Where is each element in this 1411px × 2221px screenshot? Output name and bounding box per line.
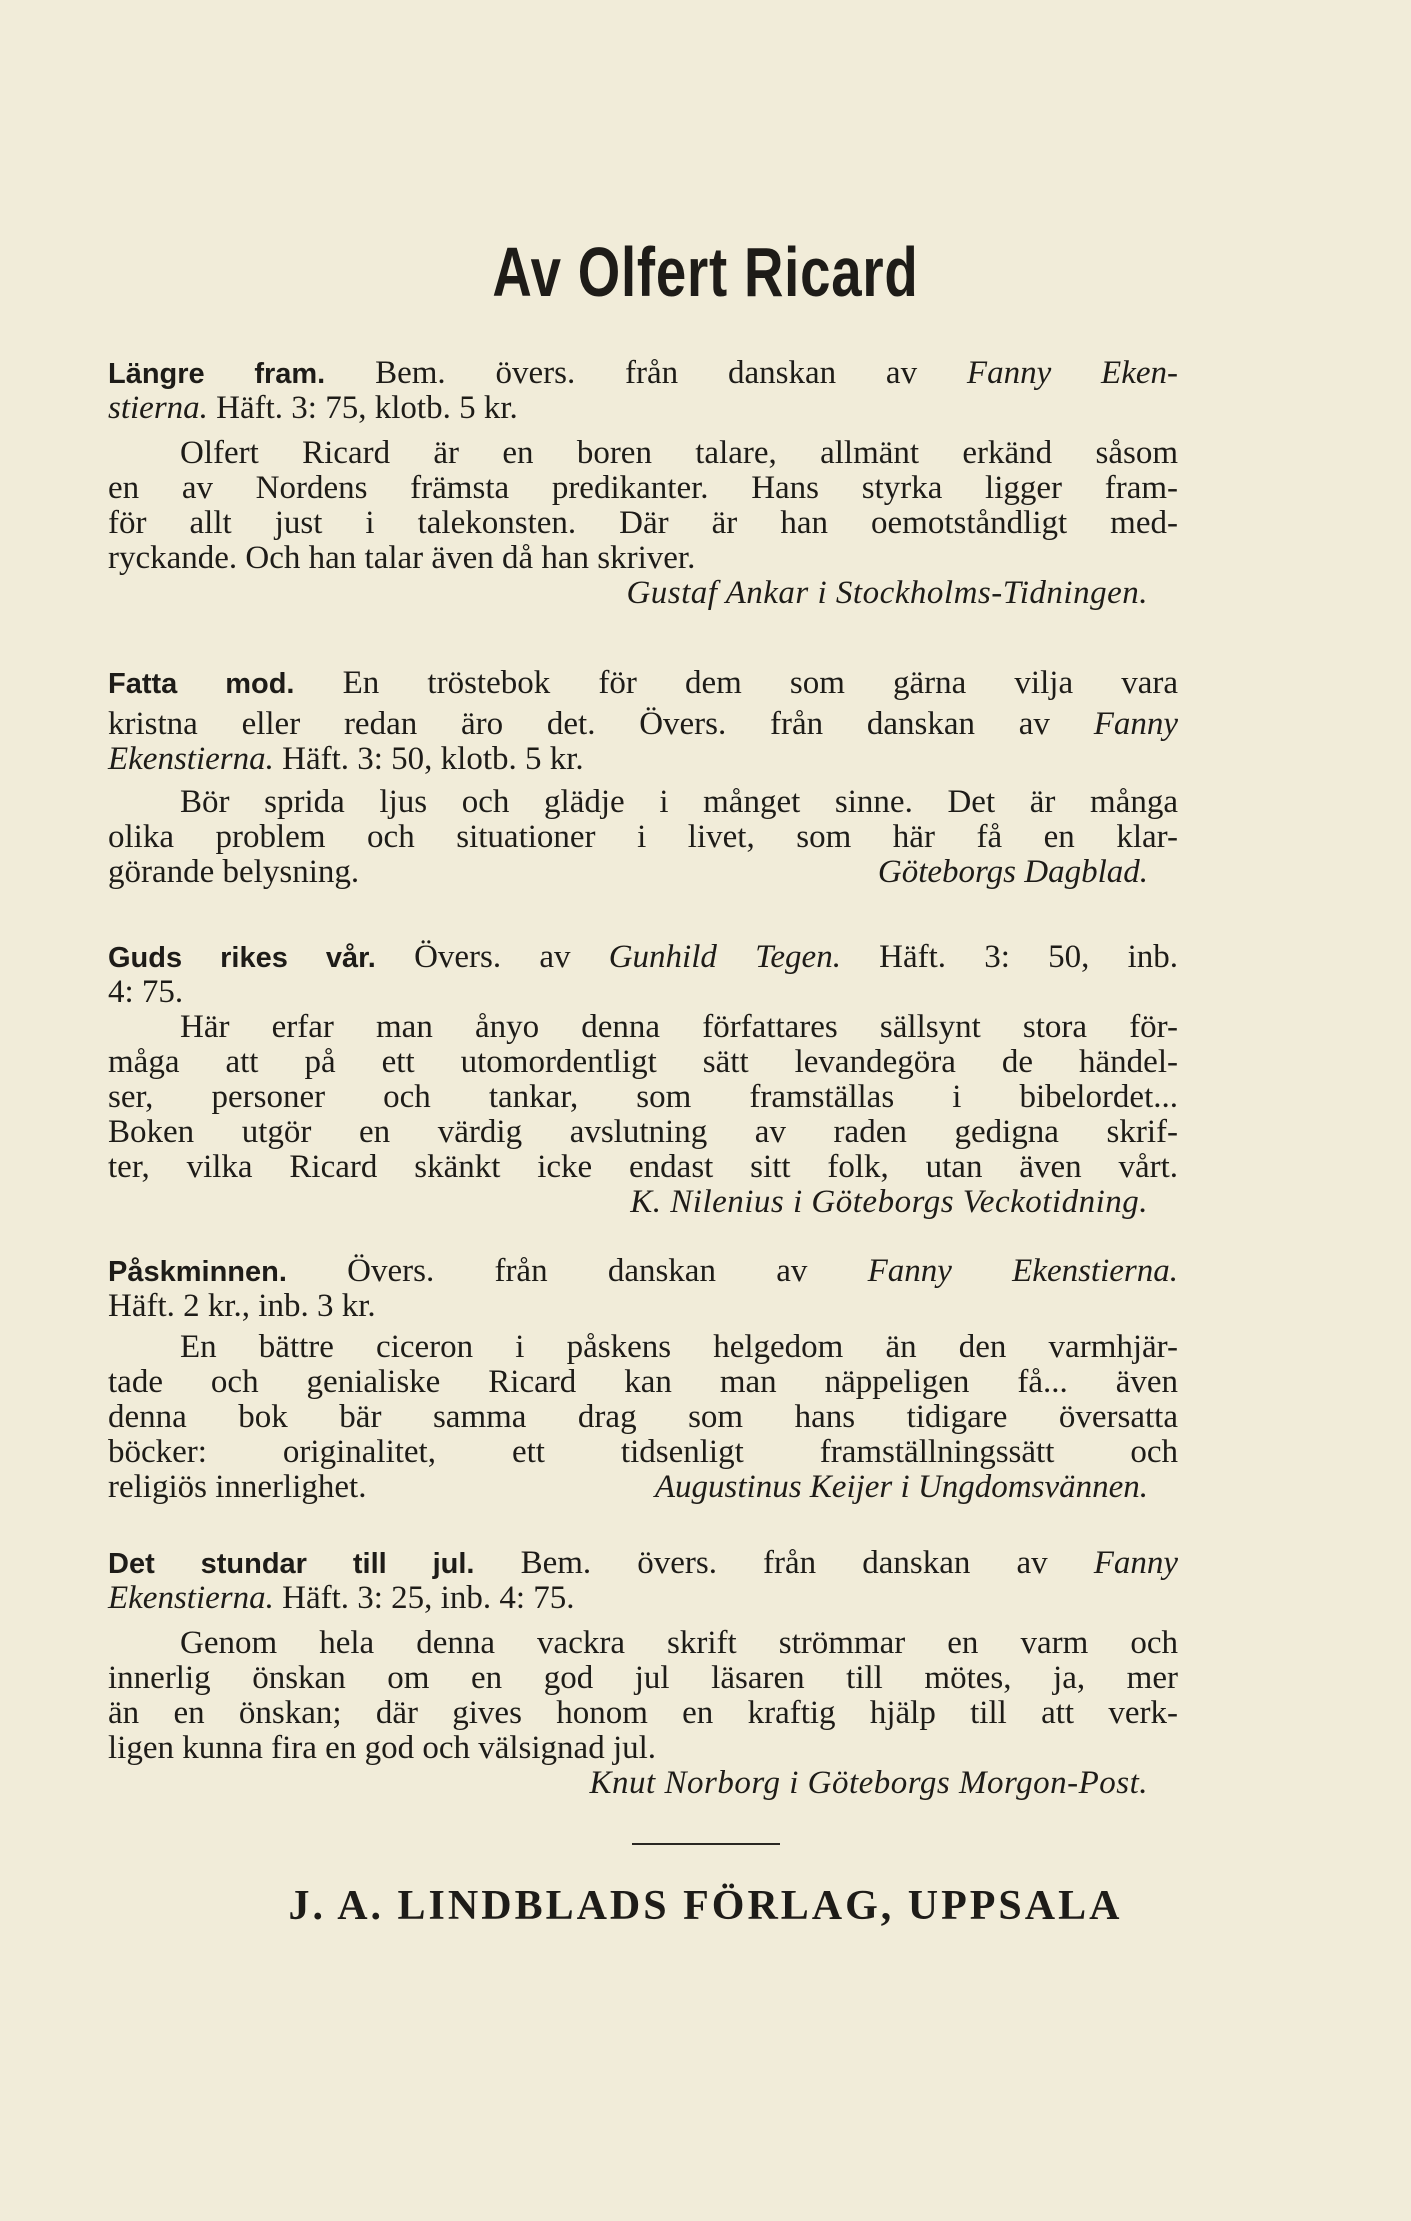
translator-name: Fanny Eken- (966, 355, 1178, 391)
review-line: Genom hela denna vackra skrift strömmar en varm och (180, 1625, 1178, 1661)
entry-heading-line (108, 1546, 1178, 1581)
review-line: Här erfar man ånyo denna författares sällsynt stora för- (180, 1009, 1178, 1045)
translation-note: Bem. övers. från danskan av (520, 1545, 1048, 1581)
review-source: Knut Norborg i Göteborgs Morgon-Post. (589, 1765, 1148, 1801)
review-line: ryckande. Och han talar även då han skriver. (108, 540, 696, 576)
book-title: Påskminnen. (108, 1256, 287, 1288)
book-title: Det stundar till jul. (108, 1548, 475, 1580)
review-line: innerlig önskan om en god jul läsaren till mötes, ja, mer (108, 1660, 1178, 1696)
entry-heading-line (108, 356, 1178, 391)
book-entry-fatta-mod (108, 666, 1178, 890)
review-line: olika problem och situationer i livet, som här få en klar- (108, 819, 1178, 855)
page-title: Av Olfert Ricard (492, 233, 919, 311)
review-line: ser, personer och tankar, som framställas i bibelordet... (108, 1079, 1178, 1115)
review-line: måga att på ett utomordentligt sätt levandegöra de händel- (108, 1044, 1178, 1080)
review-source: Augustinus Keijer i Ungdomsvännen. (654, 1469, 1148, 1505)
review-line: Boken utgör en värdig avslutning av raden gedigna skrif- (108, 1114, 1178, 1150)
translator-name: Ekenstierna. (108, 1580, 274, 1616)
price-info: Häft. 3: 75, klotb. 5 kr. (216, 390, 518, 426)
book-title: Guds rikes vår. (108, 942, 376, 974)
review-line: tade och genialiske Ricard kan man näppeligen få... även (108, 1364, 1178, 1400)
review-line: ter, vilka Ricard skänkt icke endast sitt folk, utan även vårt. (108, 1149, 1178, 1185)
translation-note: Övers. från danskan av (347, 1253, 808, 1289)
review-source: Göteborgs Dagblad. (877, 854, 1148, 890)
review-line: religiös innerlighet. (108, 1469, 367, 1505)
entry-price-line: Häft. 2 kr., inb. 3 kr. (108, 1288, 376, 1324)
entry-heading-line (108, 940, 1178, 975)
review-line-with-source (108, 1470, 1178, 1505)
translator-name: Gunhild Tegen. (608, 939, 841, 975)
review-line: för allt just i talekonsten. Där är han oemotståndligt med- (108, 505, 1178, 541)
price-info: Häft. 3: 50, klotb. 5 kr. (282, 741, 584, 777)
subtitle: En tröstebok för dem som gärna vilja vara (342, 665, 1178, 701)
translator-name: Fanny (1093, 706, 1179, 742)
entry-line (108, 707, 1178, 742)
translator-name: Fanny Ekenstierna. (867, 1253, 1179, 1289)
entry-price-line (108, 742, 1178, 777)
review-line: än en önskan; där gives honom en kraftig hjälp till att verk- (108, 1695, 1178, 1731)
translator-name: Ekenstierna. (108, 741, 274, 777)
review-line: görande belysning. (108, 854, 360, 890)
review-line: En bättre ciceron i påskens helgedom än den varmhjär- (180, 1329, 1178, 1365)
entry-price-line (108, 391, 1178, 426)
price-info: Häft. 3: 25, inb. 4: 75. (282, 1580, 575, 1616)
review-source: K. Nilenius i Göteborgs Veckotidning. (630, 1184, 1148, 1220)
book-entry-guds-rikes-var (108, 940, 1178, 1220)
translation-note: Övers. av (414, 939, 571, 975)
book-entry-paskminnen (108, 1254, 1178, 1505)
review-line: Olfert Ricard är en boren talare, allmänt erkänd såsom (180, 435, 1178, 471)
review-line-with-source (108, 855, 1178, 890)
entry-heading-line (108, 1254, 1178, 1289)
review-line: böcker: originalitet, ett tidsenligt framställningssätt och (108, 1434, 1178, 1470)
book-entry-det-stundar-till-jul (108, 1546, 1178, 1801)
entry-price-line (108, 1581, 1178, 1616)
book-title: Längre fram. (108, 358, 326, 390)
book-title: Fatta mod. (108, 668, 295, 700)
publisher-imprint: J. A. LINDBLADS FÖRLAG, UPPSALA (288, 1883, 1123, 1929)
review-line: en av Nordens främsta predikanter. Hans styrka ligger fram- (108, 470, 1178, 506)
review-source: Gustaf Ankar i Stockholms-Tidningen. (626, 575, 1148, 611)
review-line: denna bok bär samma drag som hans tidigare översatta (108, 1399, 1178, 1435)
entry-price-line: 4: 75. (108, 974, 184, 1010)
translation-note: kristna eller redan äro det. Övers. från danskan av (108, 706, 1050, 742)
book-entry-langre-fram (108, 356, 1178, 611)
price-info: Häft. 3: 50, inb. (879, 939, 1178, 975)
translation-note: Bem. övers. från danskan av (375, 355, 918, 391)
review-line: ligen kunna fira en god och välsignad jul. (108, 1730, 657, 1766)
entry-heading-line (108, 666, 1178, 701)
review-line: Bör sprida ljus och glädje i månget sinne. Det är många (180, 784, 1178, 820)
divider-rule (632, 1843, 780, 1845)
translator-name: Fanny (1093, 1545, 1179, 1581)
translator-name: stierna. (108, 390, 208, 426)
